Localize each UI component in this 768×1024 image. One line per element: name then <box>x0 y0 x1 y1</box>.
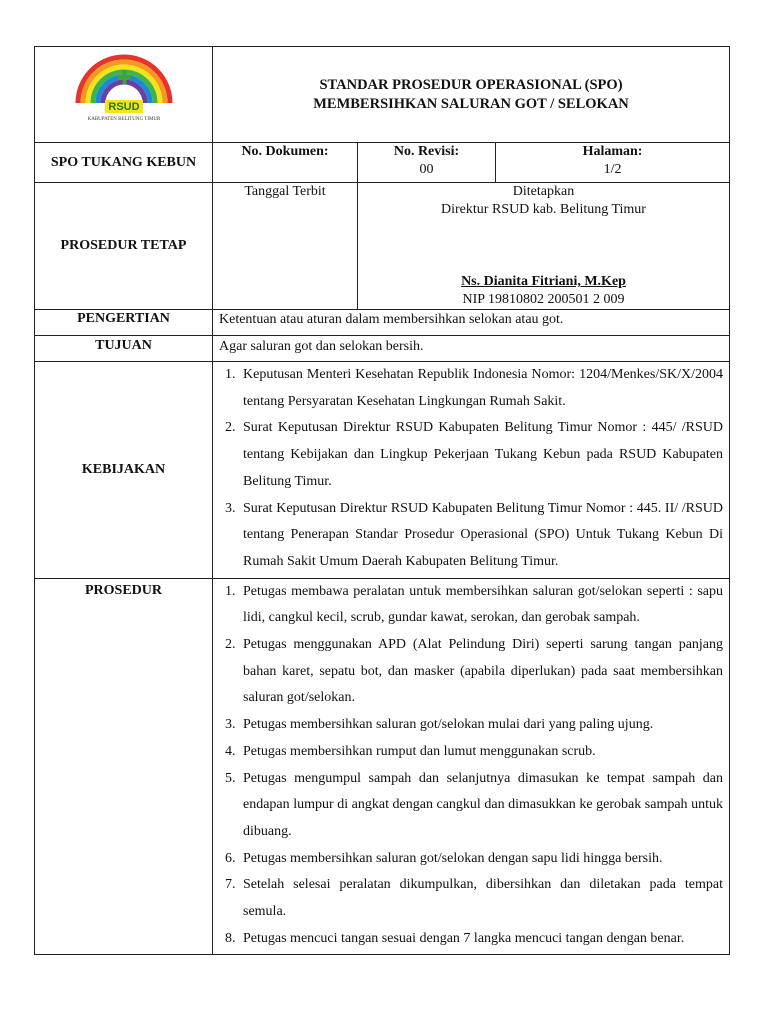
signatory-name: Ns. Dianita Fitriani, M.Kep <box>461 274 626 289</box>
document-title <box>213 47 730 143</box>
list-item: 3. Surat Keputusan Direktur RSUD Kabupaten Belitung Timur Nomor : 445. II/ /RSUD tentang Penerapan Standar Prosedur Operasional (SPO) Untuk Tukang Kebun Di Rumah Sakit Umum Daerah Kabupaten Belitung Timur. <box>239 496 723 576</box>
kebijakan-list <box>213 362 729 576</box>
prosedur-content <box>213 578 730 955</box>
list-item: 4. Petugas membersihkan rumput dan lumut menggunakan scrub. <box>239 739 723 766</box>
list-item: 1. Petugas membawa peralatan untuk membersihkan saluran got/selokan seperti : sapu lidi, cangkul kecil, scrub, gundar kawat, serokan, dan gerobak sampah. <box>239 579 723 632</box>
pengertian-text: Ketentuan atau aturan dalam membersihkan selokan atau got. <box>213 310 730 336</box>
rainbow-arc <box>103 82 145 103</box>
approver-title: Direktur RSUD kab. Belitung Timur <box>441 202 646 217</box>
list-item: 2. Surat Keputusan Direktur RSUD Kabupaten Belitung Timur Nomor : 445/ /RSUD tentang Kebijakan dan Lingkup Pekerjaan Tukang Kebun pada RSUD Kabupaten Belitung Timur. <box>239 415 723 495</box>
kebijakan-content <box>213 362 730 579</box>
approved-label: Ditetapkan <box>512 184 575 199</box>
revision-value: 00 <box>419 162 434 177</box>
page-cell <box>496 143 730 183</box>
list-item: 7. Setelah selesai peralatan dikumpulkan, dibersihkan dan diletakan pada tempat semula. <box>239 872 723 925</box>
list-item: 5. Petugas mengumpul sampah dan selanjutnya dimasukan ke tempat sampah dan endapan lumpur di angkat dengan cangkul dan dimasukkan ke gerobak sampah untuk dibuang. <box>239 766 723 846</box>
doc-number-cell <box>213 143 358 183</box>
section-label-prosedur: PROSEDUR <box>35 578 213 955</box>
prosedur-list <box>213 579 729 953</box>
logo-cell <box>35 47 213 143</box>
title-line-1: STANDAR PROSEDUR OPERASIONAL (SPO) <box>319 76 623 93</box>
list-item: 2. Petugas menggunakan APD (Alat Pelindung Diri) seperti sarung tangan panjang bahan karet, sepatu bot, dan masker (apabila diperlukan) pada saat membersihkan saluran got/selokan. <box>239 632 723 712</box>
list-item: 1. Keputusan Menteri Kesehatan Republik Indonesia Nomor: 1204/Menkes/SK/X/2004 tentang Persyaratan Kesehatan Lingkungan Rumah Sakit. <box>239 362 723 415</box>
spo-name: SPO TUKANG KEBUN <box>35 143 213 183</box>
logo-acronym: RSUD <box>108 101 140 113</box>
logo-subtitle: KABUPATEN BELITUNG TIMUR <box>87 117 161 122</box>
tujuan-text: Agar saluran got dan selokan bersih. <box>213 336 730 362</box>
signatory-nip: NIP 19810802 200501 2 009 <box>462 292 625 307</box>
section-label-tujuan: TUJUAN <box>35 336 213 362</box>
list-item: 3. Petugas membersihkan saluran got/selokan mulai dari yang paling ujung. <box>239 712 723 739</box>
revision-label: No. Revisi: <box>393 144 460 159</box>
cross-icon-v <box>123 70 127 84</box>
approval-block <box>358 183 730 310</box>
doc-number-label: No. Dokumen: <box>241 144 329 159</box>
page-value: 1/2 <box>603 162 622 177</box>
section-label-kebijakan: KEBIJAKAN <box>35 362 213 579</box>
page-label: Halaman: <box>582 144 643 159</box>
issue-date-label: Tanggal Terbit <box>213 183 358 310</box>
revision-cell <box>358 143 496 183</box>
section-label-prosedur-tetap: PROSEDUR TETAP <box>35 183 213 310</box>
title-line-2: MEMBERSIHKAN SALURAN GOT / SELOKAN <box>313 95 629 112</box>
list-item: 8. Petugas mencuci tangan sesuai dengan 7 langka mencuci tangan dengan benar. <box>239 926 723 953</box>
section-label-pengertian: PENGERTIAN <box>35 310 213 336</box>
rsud-logo <box>35 47 213 137</box>
list-item: 6. Petugas membersihkan saluran got/selokan dengan sapu lidi hingga bersih. <box>239 846 723 873</box>
spo-document-table <box>34 46 730 955</box>
